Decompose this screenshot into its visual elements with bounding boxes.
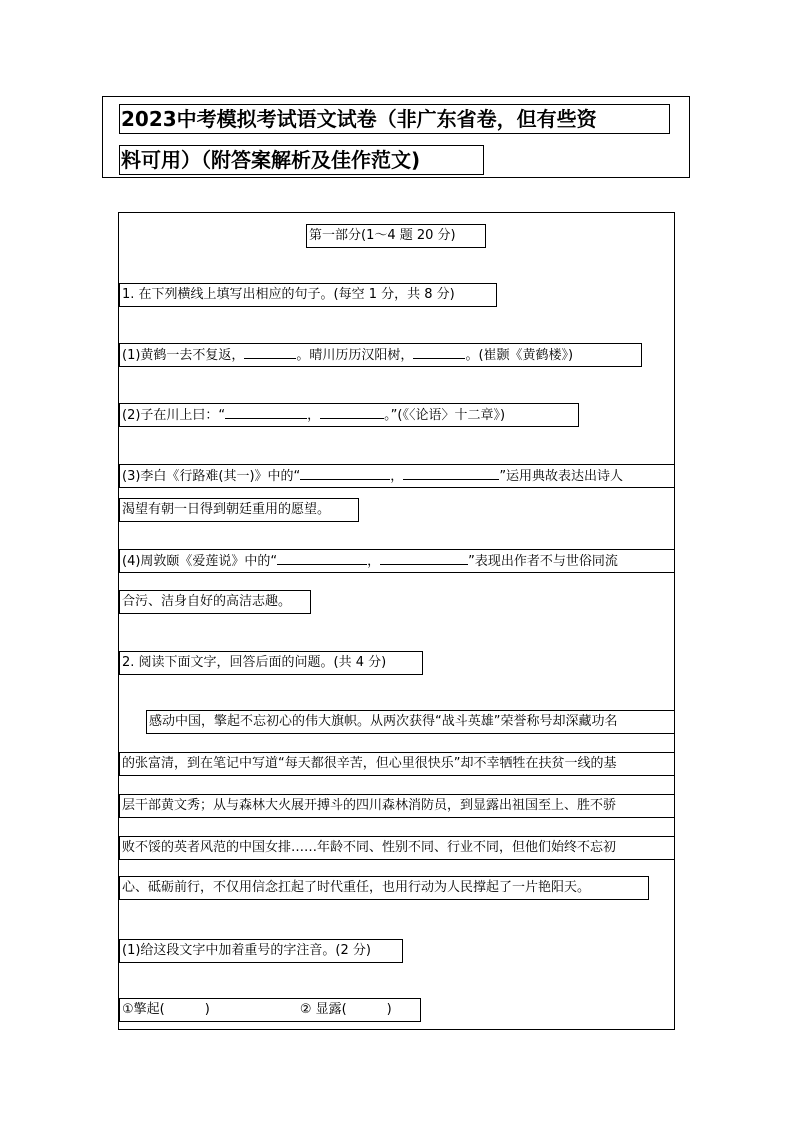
option-1-label: ①擎起( bbox=[122, 1002, 165, 1017]
q1-item-2-part-a: (2)子在川上曰：“ bbox=[122, 408, 226, 423]
q1-item-1-part-c: 。(崔颢《黄鹤楼》) bbox=[465, 348, 574, 363]
content-frame bbox=[118, 212, 675, 1030]
answer-blank[interactable] bbox=[403, 465, 499, 480]
answer-blank[interactable] bbox=[413, 344, 465, 359]
q1-item-4-part-b: ， bbox=[367, 554, 381, 569]
q1-item-2-part-b: ， bbox=[307, 408, 321, 423]
passage-line-3: 层干部黄文秀；从与森林大火展开搏斗的四川森林消防员，到显露出祖国至上、胜不骄 bbox=[119, 794, 675, 818]
q1-item-3-line-2: 渴望有朝一日得到朝廷重用的愿望。 bbox=[119, 498, 359, 522]
q1-item-4-line-1 bbox=[119, 549, 675, 573]
q1-item-1 bbox=[119, 343, 642, 367]
q1-item-4-part-a: (4)周敦颐《爱莲说》中的“ bbox=[122, 554, 278, 569]
answer-blank[interactable] bbox=[300, 465, 390, 480]
q1-stem: 1. 在下列横线上填写出相应的句子。(每空 1 分，共 8 分) bbox=[119, 283, 497, 307]
passage-line-1: 感动中国，擎起不忘初心的伟大旗帜。从两次获得“战斗英雄”荣誉称号却深藏功名 bbox=[146, 710, 675, 734]
q1-item-2 bbox=[119, 403, 579, 427]
q1-item-3-line-1 bbox=[119, 464, 675, 488]
q1-item-3-part-c: ”运用典故表达出诗人 bbox=[499, 469, 624, 484]
q2-sub1-prompt: (1)给这段文字中加着重号的字注音。(2 分) bbox=[119, 939, 403, 963]
passage-line-5: 心、砥砺前行，不仅用信念扛起了时代重任，也用行动为人民撑起了一片艳阳天。 bbox=[119, 876, 649, 900]
answer-blank[interactable] bbox=[225, 404, 307, 419]
option-2-label: ② 显露( bbox=[299, 1002, 347, 1017]
doc-title-line-1: 2023中考模拟考试语文试卷（非广东省卷，但有些资 bbox=[119, 104, 670, 134]
q1-item-4-line-2: 合污、洁身自好的高洁志趣。 bbox=[119, 590, 311, 614]
answer-blank[interactable] bbox=[244, 344, 296, 359]
passage-line-2: 的张富清，到在笔记中写道“每天都很辛苦，但心里很快乐”却不幸牺牲在扶贫一线的基 bbox=[119, 752, 675, 776]
option-2-close: ) bbox=[386, 1002, 392, 1017]
q1-item-3-part-b: ， bbox=[390, 469, 404, 484]
part-header: 第一部分(1～4 题 20 分) bbox=[306, 224, 486, 248]
answer-blank[interactable] bbox=[380, 550, 468, 565]
q1-item-3-part-a: (3)李白《行路难(其一)》中的“ bbox=[122, 469, 301, 484]
option-1-close: ) bbox=[204, 1002, 210, 1017]
q1-item-1-part-b: 。晴川历历汉阳树， bbox=[296, 348, 414, 363]
passage-line-4: 败不馁的英者风范的中国女排……年龄不同、性别不同、行业不同，但他们始终不忘初 bbox=[119, 836, 675, 860]
q2-sub1-options bbox=[119, 998, 421, 1022]
doc-title-line-2: 料可用）（附答案解析及佳作范文) bbox=[119, 145, 484, 175]
answer-blank[interactable] bbox=[277, 550, 367, 565]
q1-item-2-part-c: 。”(《〈论语〉十二章》) bbox=[384, 408, 506, 423]
answer-blank[interactable] bbox=[320, 404, 384, 419]
q1-item-1-part-a: (1)黄鹤一去不复返， bbox=[122, 348, 245, 363]
q2-stem: 2. 阅读下面文字，回答后面的问题。(共 4 分) bbox=[119, 651, 423, 675]
q1-item-4-part-c: ”表现出作者不与世俗同流 bbox=[468, 554, 618, 569]
